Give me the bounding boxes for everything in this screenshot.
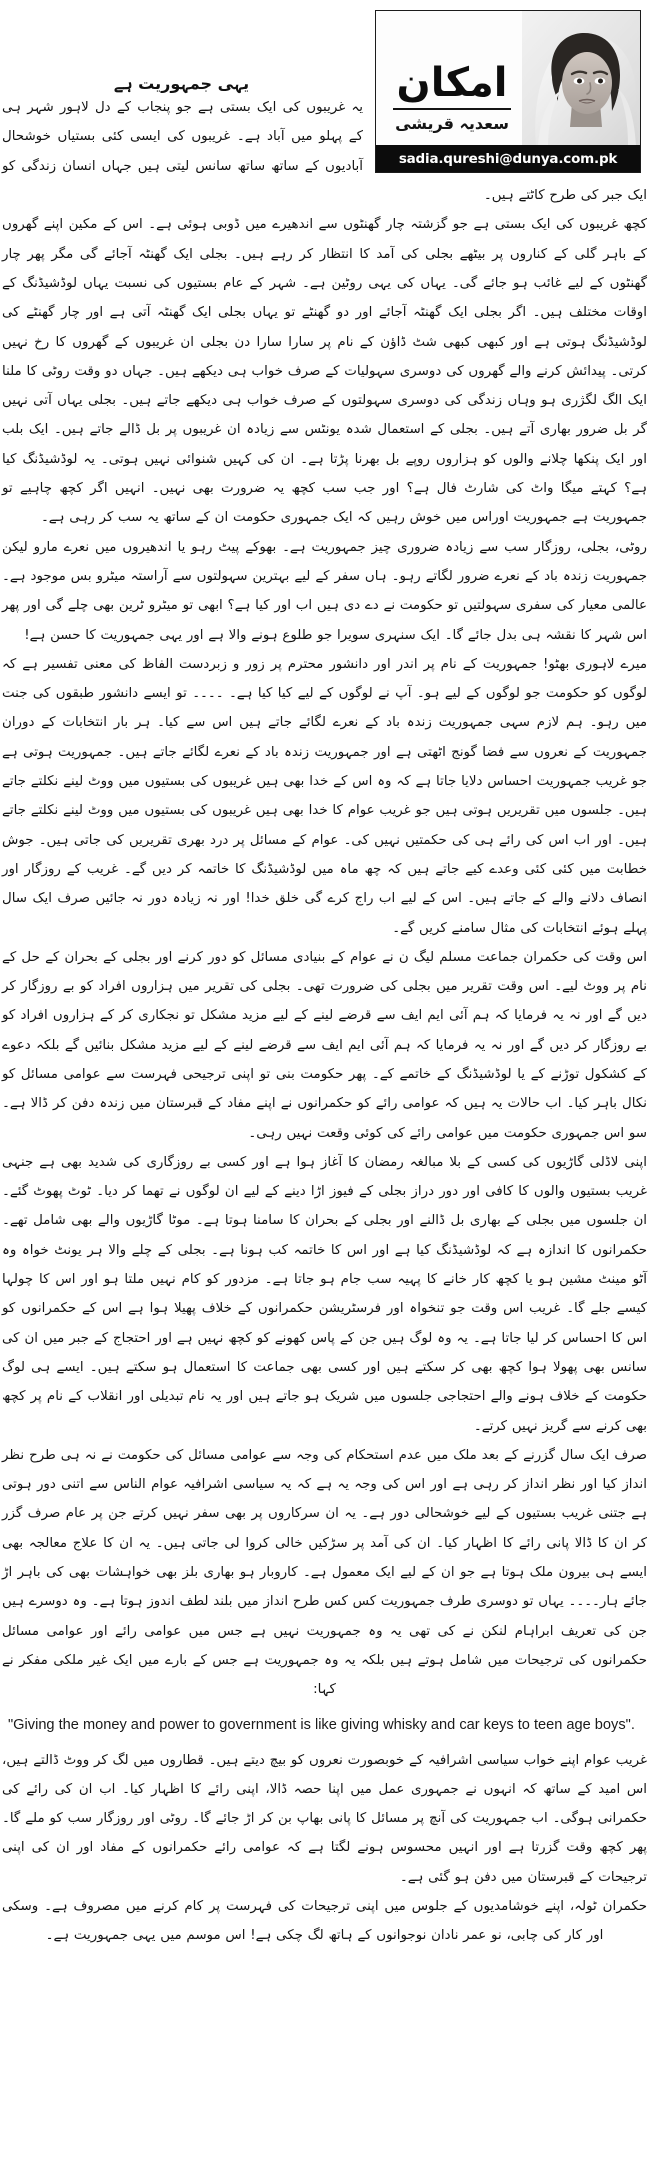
article-paragraph: اپنی لاڈلی گاڑیوں کی کسی کے بلا مبالغہ رمضان کا آغاز ہوا ہے اور کسی بے روزگاری کی شدید بھی ہے جنہی غریب بستیوں والوں کا کافی اور دور دراز بجلی کے فیوز اڑا دینے کے لیے ان لوگوں نے تھما کر دیا۔ ٹوٹ پھوٹ گئے۔ ان جلسوں میں بجلی کے بھاری بل ڈالنے اور بجلی کے بحران کا سامنا ہوتا ہے۔ موٹا گاڑیوں والے بھی شامل تھے۔ حکمرانوں کا اندازہ ہے کہ لوڈشیڈنگ کیا ہے اور اس کا خاتمہ کب ہونا ہے۔ بجلی کے چلے والا ہر یونٹ خواہ وہ آٹو مینٹ مشین ہو یا کچھ کار خانے کا پہیہ سب جام ہو جاتا ہے۔ مزدور کو کام نہیں ملتا ہو اور اس کا چولہا کیسے جلے گا۔ غریب اس وقت جو تنخواہ اور فرسٹریشن حکمرانوں کے خلاف پھیلا ہوا ہے اس کے حکمرانوں کو اس کا احساس کر لیا جاتا ہے۔ یہ وہ لوگ ہیں جن کے پاس کھونے کو کچھ نہیں ہے اور احتجاج کے جبر میں ان کی سانس بھی پھولا ہوا کچھ بھی کر سکتے ہیں اور کسی بھی جماعت کا استعمال ہو سکتے ہیں۔ ایسے ہی لوگ حکومت کے خلاف ہونے والے احتجاجی جلسوں میں شریک ہو جاتے ہیں اور یہ نام تبدیلی اور انقلاب کے نام پر کچھ بھی کرنے سے گریز نہیں کرتے۔ [2, 1154, 647, 1434]
logo-divider [393, 108, 511, 110]
author-portrait [522, 11, 640, 146]
column-logo-area [376, 11, 528, 146]
column-masthead [375, 10, 641, 173]
article-closing [0, 1746, 650, 1951]
page-title: یہی جمہوریت ہے [113, 74, 250, 93]
author-name: سعدیہ قریشی [395, 113, 509, 133]
article-body [0, 93, 650, 1704]
author-email[interactable]: sadia.qureshi@dunya.com.pk [376, 145, 640, 172]
masthead-inner [376, 11, 640, 172]
article-paragraph: حکمران ٹولہ، اپنے خوشامدیوں کے جلوس میں اپنی ترجیحات کی فہرست پر کام کرنے میں مصروف ہے۔ وسکی اور کار کی چابی، نو عمر نادان نوجوانوں کے ہاتھ لگ چکی ہے! اس موسم میں یہی جمہوریت ہے۔ [2, 1899, 647, 1944]
article-paragraph: روٹی، بجلی، روزگار سب سے زیادہ ضروری چیز جمہوریت ہے۔ بھوکے پیٹ رہو یا اندھیروں میں نعرے مارو لیکن جمہوریت زندہ باد کے نعرے ضرور لگاتے رہو۔ ہاں سفر کے لیے بہترین سہولتوں سے آراستہ میٹرو بس موجود ہے۔ عالمی معیار کی سفری سہولتیں تو حکومت نے دے دی ہیں اب اور کیا ہے؟ ابھی تو میٹرو ٹرین بھی چلے گی اور پھر اس شہر کا نقشہ ہی بدل جائے گا۔ ایک سنہری سویرا جو طلوع ہونے والا ہے اور یہی جمہوریت کا حسن ہے! [2, 539, 647, 643]
article-paragraph: کچھ غریبوں کی ایک بستی ہے جو گزشتہ چار گھنٹوں سے اندھیرے میں ڈوبی ہوئی ہے۔ اس کے مکین اپنے گھروں کے باہر گلی کے کناروں پر بیٹھے بجلی کی آمد کا انتظار کر رہے ہیں۔ بجلی ایک گھنٹہ آجائے گی مگر پھر چار گھنٹوں کے لیے غائب ہو جائے گی۔ یہاں کی یہی روٹین ہے۔ شہر کے عام بستیوں کی نسبت یہاں لوڈشیڈنگ کے اوقات مختلف ہیں۔ اگر بجلی ایک گھنٹہ آجائے اور دو گھنٹے تو یہاں بجلی ایک گھنٹہ آتی ہے اور چار گھنٹے کی لوڈشیڈنگ ہوتی ہے اور کبھی کبھی شٹ ڈاؤن کے نام پر سارا سارا دن بجلی ان غریبوں کے گھروں کا رخ نہیں کرتی۔ پیدائش کرنے والے گھروں کی دوسری سہولیات کے صرف خواب ہی دیکھے ہیں۔ جہاں دو وقت روٹی کا ملنا ایک الگ لگژری ہو وہاں زندگی کی دوسری سہولتوں کے صرف خواب ہی دیکھے جاتے ہیں۔ بجلی یہاں آتی نہیں گر بل ضرور بھاری آتے ہیں۔ بجلی کے استعمال شدہ یونٹس سے زیادہ ان غریبوں پر بل ڈالے جاتے ہیں۔ ایک بلب اور ایک پنکھا چلانے والوں کو ہزاروں روپے بل بھرنا پڑتا ہے۔ ان کی کہیں شنوائی نہیں ہوتی۔ یہ لوڈشیڈنگ کیا ہے؟ کہتے میگا واٹ کی شارٹ فال ہے؟ اور جب سب کچھ یہ ضرورت بھی نہیں۔ انہیں اگر کچھ چاہیے تو جمہوریت ہے جمہوریت اوراس میں خوش رہیں کہ ایک جمہوری حکومت ان کے ساتھ یہ سب کر رہی ہے۔ [2, 217, 647, 526]
article-paragraph: اس وقت کی حکمران جماعت مسلم لیگ ن نے عوام کے بنیادی مسائل کو دور کرنے اور بجلی کے بحران کے حل کے نام پر ووٹ لیے۔ اس وقت تقریر میں بجلی کی ضرورت تھی۔ بجلی کی تقریر میں ہزاروں افراد کو بے روزگار کر دیں گے اور نہ یہ فرمایا کہ ہم آئی ایم ایف سے قرضے لینے کے لیے مزید مشکل تو نجکاری کر کے ہزاروں افراد کو بے روزگار کر دیں گے اور نہ یہ فرمایا کہ ہم آئی ایم ایف سے قرضے لینے کے لیے مزید مشکل بنائیں گے بلکہ دعوے کے کشکول توڑنے کے یا لوڈشیڈنگ کے خاتمے کے۔ پھر حکومت بنی تو اپنی ترجیحی فہرست سے عوامی مسائل کو نکال باہر کیا۔ اب حالات یہ ہیں کہ عوامی رائے کو حکمرانوں نے اپنے مفاد کے قبرستان میں زندہ دفن کر ڈالا ہے۔ سو اس جمہوری حکومت میں عوامی رائے کی کوئی وقعت نہیں رہی۔ [2, 949, 647, 1141]
article-paragraph: غریب عوام اپنے خواب سیاسی اشرافیہ کے خوبصورت نعروں کو بیچ دیتے ہیں۔ قطاروں میں لگ کر ووٹ ڈالتے ہیں، اس امید کے ساتھ کہ انہوں نے جمہوری عمل میں اپنا حصہ ڈالا، اپنی رائے کا اظہار کیا۔ اب ان کی رائے کی حکمرانی ہوگی۔ اب جمہوریت کی آنچ پر مسائل کا پانی بھاپ بن کر اڑ جائے گا۔ روٹی اور روزگار سب کو ملے گا۔ پھر کچھ وقت گزرتا ہے اور انہیں محسوس ہونے لگتا ہے کہ عوامی رائے حکمرانوں کے مفاد اور ان کی اپنی ترجیحات کے قبرستان میں دفن ہو گئی ہے۔ [2, 1752, 647, 1885]
article-paragraph: صرف ایک سال گزرنے کے بعد ملک میں عدم استحکام کی وجہ سے عوامی مسائل کی حکومت نے نہ ہی طرح نظر انداز کیا اور نظر انداز کر رہی ہے اور اس کی وجہ یہ ہے کہ یہ سیاسی اشرافیہ عوام الناس سے اتنی دور ہوتی ہے جتنی غریب بستیوں کے لیے خوشحالی دور ہے۔ یہ ان سرکاروں پر بھی سفر نہیں کرتے جن پر عام صرف گزر کر ان کا ڈالا پانی رائے کا اظہار کیا۔ ان کی آمد پر سڑکیں خالی کروا لی جاتی ہیں۔ یہ ان کا علاج معالجہ بھی ایسے ہی بیرون ملک ہوتا ہے جو ان کے لیے ایک معمول ہے۔ کاروبار ہو بھاری بلز بھی خواہشات بھی کی باہر اڑ جائے ہار۔۔۔۔ یہاں تو دوسری طرف جمہوریت کس کس طرح انداز میں بلند لطف اندوز ہوتا ہے۔ وہ دوسرے ہیں جن کی تعریف ابراہام لنکن نے کی تھی یہ وہ جمہوریت نہیں ہے جس میں عوامی رائے اور عوامی مسائل حکمرانوں کی ترجیحات میں شامل ہوتے ہیں بلکہ یہ وہ جمہوریت ہے جس کے بارے میں ایک غیر ملکی مفکر نے کہا: [2, 1447, 647, 1698]
article-paragraph: میرے لاہوری بھٹو! جمہوریت کے نام پر اندر اور دانشور محترم پر زور و زبردست الفاظ کی معنی تفسیر ہے کہ لوگوں کو حکومت جو لوگوں کے لیے ہو۔ آپ نے لوگوں کے لیے کیا کیا ہے۔ ۔۔۔۔ تو ایسے دانشور طبقوں کی جنت میں رہو۔ ہم لازم سہی جمہوریت زندہ باد کے نعرے لگائے جاتے ہیں اس سے کیا۔ ہر بار انتخابات کے دوران جمہوریت کے نعروں سے فضا گونج اٹھتی ہے اور جمہوریت زندہ باد کے نعرے لگائے جاتے ہیں۔ جمہوریت ہوتی ہے جو غریب جمہوریت احساس دلایا جاتا ہے کہ وہ اس کے خدا بھی ہیں غریبوں کی بستیوں میں ووٹ لینے نکلتے جاتے ہیں۔ جلسوں میں تقریریں ہوتی ہیں جو غریب عوام کا خدا بھی ہیں غریبوں کی بستیوں میں ووٹ لینے نکلتے جاتے ہیں۔ اور اب اس کی رائے ہی کی حکمتیں نہیں کی۔ عوام کے مسائل پر درد بھری تقریریں کی جاتی ہیں۔ جوش خطابت میں کئی کئی وعدے کیے جاتے ہیں کہ چھ ماہ میں لوڈشیڈنگ کا خاتمہ کر دیں گے۔ غریب کے روزگار اور انصاف دلانے والے کے جاتے ہیں۔ اس کے لیے اب راج کرے گی خلق خدا! اور نہ زیادہ دور نہ جائیں صرف ایک سال پہلے ہوئے انتخابات کی مثال سامنے کریں گے۔ [2, 656, 647, 936]
column-logo: امکان [396, 59, 508, 106]
pull-quote: "Giving the money and power to government is like giving whisky and car keys to teen age boys". [8, 1716, 635, 1733]
article-paragraph: یہ غریبوں کی ایک بستی ہے جو پنجاب کے دل لاہور شہر ہی کے پہلو میں آباد ہے۔ غریبوں کی ایسی کئی بستیاں خوشحال آبادیوں کے ساتھ ساتھ سانس لیتی ہیں جہاں انسان زندگی کو ایک جبر کی طرح کاٹتے ہیں۔ [2, 100, 647, 204]
